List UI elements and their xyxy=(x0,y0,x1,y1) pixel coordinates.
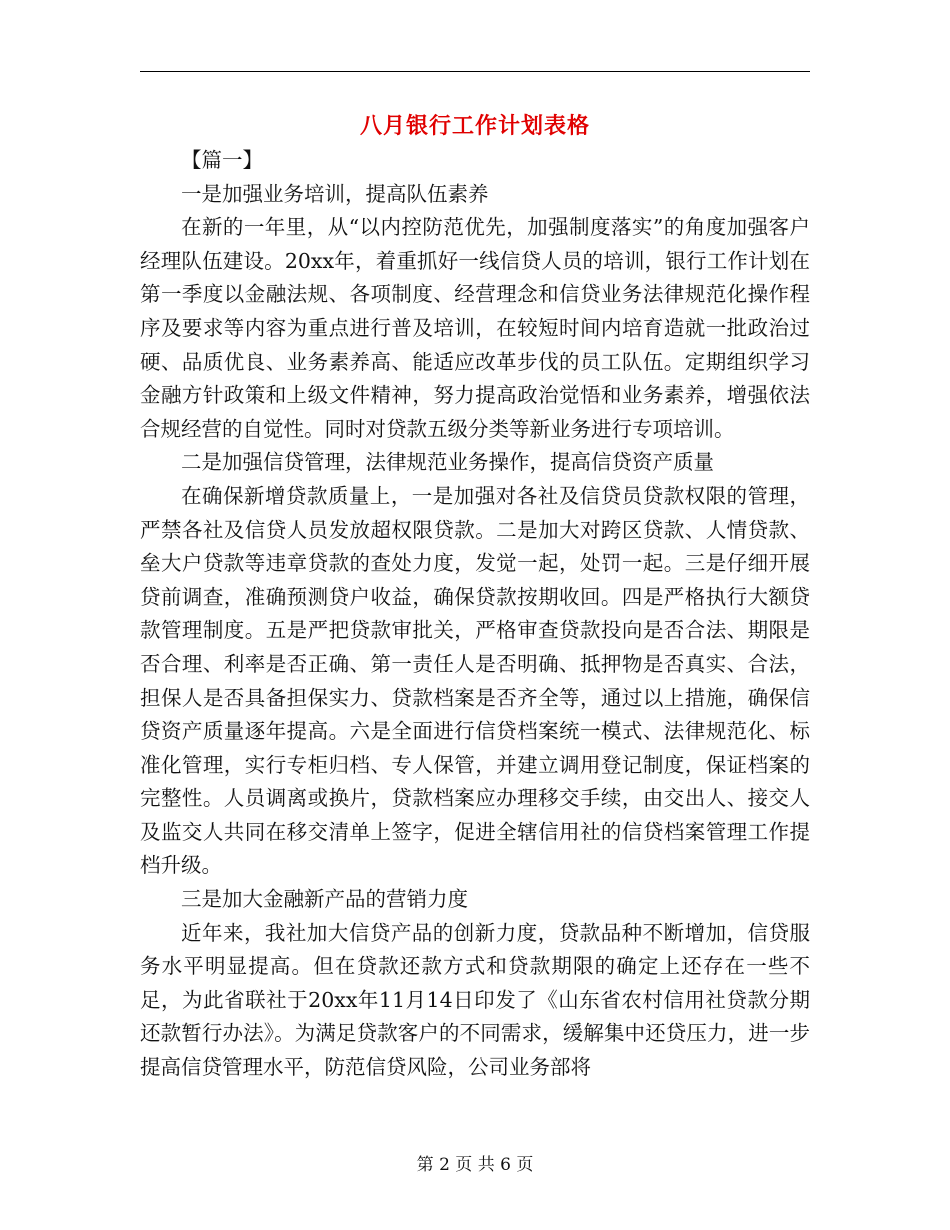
paragraph-heading: 二是加强信贷管理，法律规范业务操作，提高信贷资产质量 xyxy=(181,450,714,475)
paragraph-heading: 三是加大金融新产品的营销力度 xyxy=(181,887,468,912)
document-title: 八月银行工作计划表格 xyxy=(359,113,590,139)
paragraph-body: 在确保新增贷款质量上，一是加强对各社及信贷员贷款权限的管理，严禁各社及信贷人员发放超权限贷款。二是加大对跨区贷款、人情贷款、垒大户贷款等违章贷款的查处力度，发觉一起，处罚一起。三是仔细开展贷前调查，准确预测贷户收益，确保贷款按期收回。四是严格执行大额贷款管理制度。五是严把贷款审批关，严格审查贷款投向是否合法、期限是否合理、利率是否正确、第一责任人是否明确、抵押物是否真实、合法，担保人是否具备担保实力、贷款档案是否齐全等，通过以上措施，确保信贷资产质量逐年提高。六是全面进行信贷档案统一模式、法律规范化、标准化管理，实行专柜归档、专人保管，并建立调用登记制度，保证档案的完整性。人员调离或换片，贷款档案应办理移交手续，由交出人、接交人及监交人共同在移交清单上签字，促进全辖信用社的信贷档案管理工作提档升级。 xyxy=(140,483,810,878)
paragraph-heading: 一是加强业务培训，提高队伍素养 xyxy=(181,181,489,206)
paragraph-body: 在新的一年里，从“以内控防范优先，加强制度落实”的角度加强客户经理队伍建设。20xx年，着重抓好一线信贷人员的培训，银行工作计划在第一季度以金融法规、各项制度、经营理念和信贷业务法律规范化操作程序及要求等内容为重点进行普及培训，在较短时间内培育造就一批政治过硬、品质优良、业务素养高、能适应改革步伐的员工队伍。定期组织学习金融方针政策和上级文件精神，努力提高政治觉悟和业务素养，增强依法合规经营的自觉性。同时对贷款五级分类等新业务进行专项培训。 xyxy=(140,215,810,441)
header-rule xyxy=(140,71,810,72)
page-number-footer: 第 2 页 共 6 页 xyxy=(416,1155,534,1175)
paragraph-body: 近年来，我社加大信贷产品的创新力度，贷款品种不断增加，信贷服务水平明显提高。但在贷款还款方式和贷款期限的确定上还存在一些不足，为此省联社于20xx年11月14日印发了《山东省农村信用社贷款分期还款暂行办法》。为满足贷款客户的不同需求，缓解集中还贷压力，进一步提高信贷管理水平，防范信贷风险，公司业务部将 xyxy=(140,920,810,1080)
section-label: 【篇一】 xyxy=(181,148,263,172)
document-body xyxy=(140,144,810,1085)
